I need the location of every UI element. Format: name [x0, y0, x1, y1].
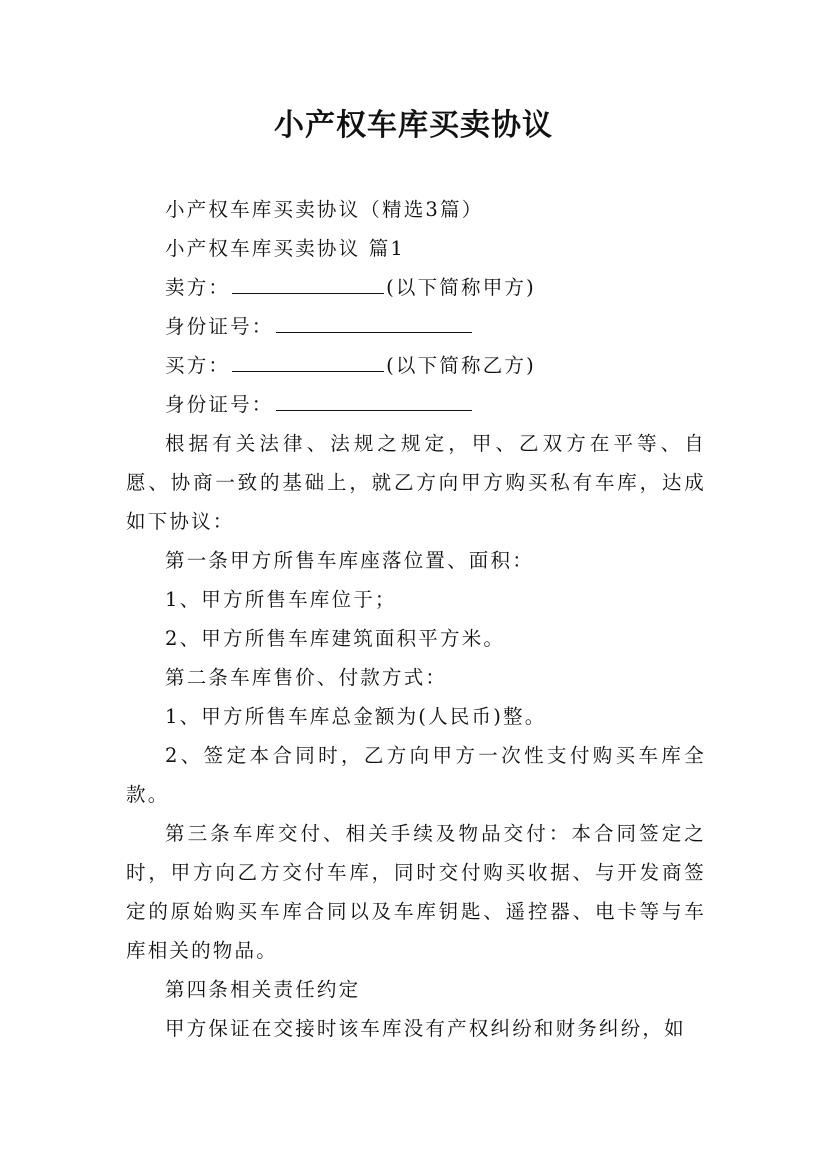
buyer-line	[126, 346, 706, 385]
article-2-item-2: 2、签定本合同时，乙方向甲方一次性支付购买车库全款。	[126, 744, 706, 806]
seller-label: 卖方：	[165, 276, 231, 299]
buyer-suffix: (以下简称乙方)	[386, 354, 536, 377]
article-1-item-2: 2、甲方所售车库建筑面积平方米。	[165, 627, 506, 650]
article-3-paragraph: 第三条车库交付、相关手续及物品交付：本合同签定之时，甲方向乙方交付车库，同时交付购买收据、与开发商签定的原始购买车库合同以及车库钥匙、遥控器、电卡等与车库相关的物品。	[126, 822, 706, 962]
seller-suffix: (以下简称甲方)	[386, 276, 536, 299]
article-4-paragraph: 甲方保证在交接时该车库没有产权纠纷和财务纠纷，如	[165, 1017, 686, 1040]
buyer-id-line	[126, 385, 706, 424]
article-1-item-1: 1、甲方所售车库位于；	[165, 588, 397, 611]
section-heading: 小产权车库买卖协议 篇1	[165, 237, 406, 260]
seller-name-blank	[232, 275, 384, 294]
document-body	[126, 190, 706, 1048]
article-2-item-1: 1、甲方所售车库总金额为(人民币)整。	[165, 705, 547, 728]
buyer-id-blank	[276, 392, 472, 411]
subtitle-line: 小产权车库买卖协议（精选3篇）	[165, 198, 484, 221]
article-4-title: 第四条相关责任约定	[165, 978, 361, 1001]
article-2-title: 第二条车库售价、付款方式：	[165, 666, 448, 689]
intro-paragraph: 根据有关法律、法规之规定，甲、乙双方在平等、自愿、协商一致的基础上，就乙方向甲方购买私有车库，达成如下协议：	[126, 432, 706, 533]
buyer-label: 买方：	[165, 354, 231, 377]
article-1-title: 第一条甲方所售车库座落位置、面积：	[165, 549, 534, 572]
seller-line	[126, 268, 706, 307]
document-title: 小产权车库买卖协议	[274, 108, 553, 143]
buyer-name-blank	[232, 353, 384, 372]
buyer-id-label: 身份证号：	[165, 393, 274, 416]
seller-id-line	[126, 307, 706, 346]
seller-id-label: 身份证号：	[165, 315, 274, 338]
seller-id-blank	[276, 314, 472, 333]
